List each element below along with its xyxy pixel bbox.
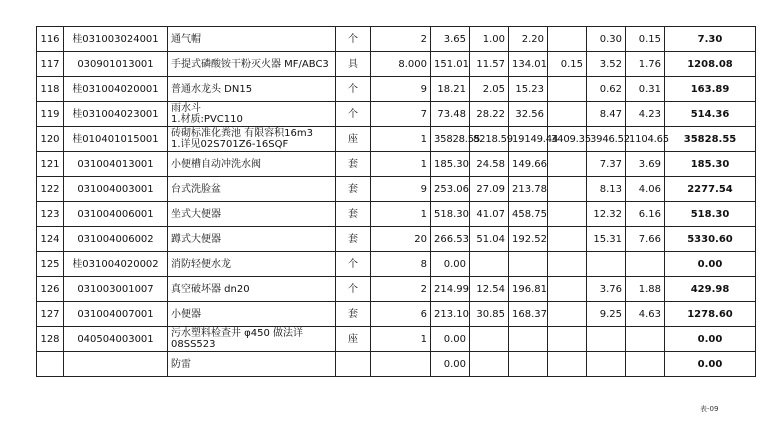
cost-material-cell [509,327,548,352]
item-code-cell: 040504003001 [64,327,168,352]
table-row [37,152,756,177]
quantity-cell: 6 [371,302,431,327]
unit-price-cell: 0.00 [431,352,470,377]
item-code-cell: 031004003001 [64,177,168,202]
cost-management-cell: 15.31 [587,227,626,252]
line-total-cell: 1278.60 [665,302,756,327]
unit-cell: 座 [336,127,371,152]
cost-table [36,26,756,377]
unit-cell: 套 [336,202,371,227]
unit-cell: 套 [336,302,371,327]
unit-cell: 个 [336,77,371,102]
cost-machine-cell: 3409.35 [548,127,587,152]
table-row [37,252,756,277]
cost-machine-cell [548,152,587,177]
row-index-cell: 119 [37,102,64,127]
item-name-cell: 蹲式大便器 [168,227,336,252]
row-index-cell: 121 [37,152,64,177]
unit-price-cell: 266.53 [431,227,470,252]
quantity-cell: 9 [371,77,431,102]
row-index-cell: 120 [37,127,64,152]
quantity-cell: 1 [371,202,431,227]
item-name-cell: 污水塑料检查井 φ450 做法详 08SS523 [168,327,336,352]
cost-machine-cell [548,77,587,102]
unit-cell: 个 [336,277,371,302]
cost-machine-cell [548,327,587,352]
row-index-cell: 125 [37,252,64,277]
unit-price-cell: 518.30 [431,202,470,227]
cost-labor-cell: 11.57 [470,52,509,77]
cost-profit-cell: 1104.65 [626,127,665,152]
cost-management-cell: 3.76 [587,277,626,302]
cost-material-cell: 32.56 [509,102,548,127]
cost-profit-cell: 1.76 [626,52,665,77]
quantity-cell: 9 [371,177,431,202]
unit-price-cell: 0.00 [431,327,470,352]
unit-price-cell: 213.10 [431,302,470,327]
line-total-cell: 1208.08 [665,52,756,77]
cost-profit-cell: 6.16 [626,202,665,227]
item-code-cell: 桂031003024001 [64,27,168,52]
line-total-cell: 35828.55 [665,127,756,152]
line-total-cell: 7.30 [665,27,756,52]
cost-material-cell: 213.78 [509,177,548,202]
item-code-cell: 030901013001 [64,52,168,77]
item-name-cell: 小便槽自动冲洗水阀 [168,152,336,177]
cost-profit-cell [626,252,665,277]
item-code-cell: 031004007001 [64,302,168,327]
item-name-cell: 通气帽 [168,27,336,52]
cost-labor-cell: 24.58 [470,152,509,177]
cost-labor-cell: 1.00 [470,27,509,52]
row-index-cell: 124 [37,227,64,252]
cost-material-cell: 196.81 [509,277,548,302]
line-total-cell: 185.30 [665,152,756,177]
cost-labor-cell: 28.22 [470,102,509,127]
cost-labor-cell: 2.05 [470,77,509,102]
cost-management-cell: 7.37 [587,152,626,177]
cost-profit-cell: 3.69 [626,152,665,177]
item-name-cell: 手提式磷酸铵干粉灭火器 MF/ABC3 [168,52,336,77]
cost-profit-cell: 1.88 [626,277,665,302]
item-code-cell: 031003001007 [64,277,168,302]
cost-material-cell [509,352,548,377]
cost-labor-cell: 27.09 [470,177,509,202]
cost-management-cell: 3946.52 [587,127,626,152]
item-code-cell: 桂010401015001 [64,127,168,152]
unit-price-cell: 185.30 [431,152,470,177]
table-row [37,127,756,152]
cost-labor-cell: 41.07 [470,202,509,227]
row-index-cell: 127 [37,302,64,327]
quantity-cell: 1 [371,127,431,152]
cost-material-cell: 168.37 [509,302,548,327]
cost-management-cell: 8.47 [587,102,626,127]
row-index-cell: 117 [37,52,64,77]
cost-management-cell: 12.32 [587,202,626,227]
unit-price-cell: 0.00 [431,252,470,277]
quantity-cell: 2 [371,27,431,52]
cost-management-cell [587,327,626,352]
cost-machine-cell [548,102,587,127]
cost-material-cell: 149.66 [509,152,548,177]
item-name-cell: 普通水龙头 DN15 [168,77,336,102]
quantity-cell: 20 [371,227,431,252]
cost-labor-cell: 12.54 [470,277,509,302]
cost-machine-cell [548,177,587,202]
unit-cell: 具 [336,52,371,77]
cost-material-cell: 458.75 [509,202,548,227]
cost-machine-cell [548,252,587,277]
cost-management-cell [587,352,626,377]
unit-cell: 套 [336,177,371,202]
line-total-cell: 163.89 [665,77,756,102]
item-code-cell: 031004006002 [64,227,168,252]
table-row [37,202,756,227]
cost-profit-cell: 4.63 [626,302,665,327]
table-row [37,327,756,352]
row-index-cell: 128 [37,327,64,352]
cost-management-cell: 3.52 [587,52,626,77]
item-name-cell: 砖砌标准化粪池 有限容积16m3 1.详见02S701Z6-16SQF [168,127,336,152]
cost-labor-cell [470,352,509,377]
cost-machine-cell [548,352,587,377]
unit-price-cell: 35828.55 [431,127,470,152]
cost-labor-cell [470,252,509,277]
cost-profit-cell: 4.23 [626,102,665,127]
row-index-cell: 126 [37,277,64,302]
quantity-cell: 1 [371,152,431,177]
item-name-cell: 雨水斗 1.材质:PVC110 [168,102,336,127]
page-number: 表-09 [700,405,719,413]
table-row [37,77,756,102]
row-index-cell: 118 [37,77,64,102]
unit-price-cell: 253.06 [431,177,470,202]
line-total-cell: 5330.60 [665,227,756,252]
item-code-cell: 桂031004023001 [64,102,168,127]
table-row [37,27,756,52]
quantity-cell: 1 [371,327,431,352]
cost-profit-cell: 0.15 [626,27,665,52]
cost-machine-cell: 0.15 [548,52,587,77]
line-total-cell: 514.36 [665,102,756,127]
table-row [37,177,756,202]
cost-material-cell: 192.52 [509,227,548,252]
item-code-cell: 桂031004020002 [64,252,168,277]
unit-cell: 座 [336,327,371,352]
item-code-cell: 031004006001 [64,202,168,227]
unit-price-cell: 3.65 [431,27,470,52]
cost-management-cell: 0.30 [587,27,626,52]
cost-material-cell: 2.20 [509,27,548,52]
item-name-cell: 坐式大便器 [168,202,336,227]
cost-profit-cell [626,327,665,352]
item-code-cell [64,352,168,377]
item-code-cell: 桂031004020001 [64,77,168,102]
cost-profit-cell: 4.06 [626,177,665,202]
cost-material-cell: 134.01 [509,52,548,77]
quantity-cell: 8.000 [371,52,431,77]
cost-machine-cell [548,227,587,252]
unit-cell: 套 [336,152,371,177]
item-code-cell: 031004013001 [64,152,168,177]
table-row [37,352,756,377]
table-row [37,277,756,302]
unit-cell: 个 [336,102,371,127]
unit-price-cell: 18.21 [431,77,470,102]
cost-labor-cell: 8218.59 [470,127,509,152]
cost-labor-cell: 51.04 [470,227,509,252]
unit-price-cell: 151.01 [431,52,470,77]
unit-cell: 套 [336,227,371,252]
line-total-cell: 2277.54 [665,177,756,202]
unit-price-cell: 214.99 [431,277,470,302]
cost-management-cell [587,252,626,277]
item-name-cell: 台式洗脸盆 [168,177,336,202]
unit-cell [336,352,371,377]
item-name-cell: 小便器 [168,302,336,327]
line-total-cell: 0.00 [665,252,756,277]
table-row [37,302,756,327]
quantity-cell [371,352,431,377]
row-index-cell: 116 [37,27,64,52]
table-row [37,52,756,77]
table-row [37,227,756,252]
table-row [37,102,756,127]
cost-machine-cell [548,27,587,52]
unit-cell: 个 [336,27,371,52]
cost-profit-cell: 7.66 [626,227,665,252]
cost-profit-cell [626,352,665,377]
line-total-cell: 518.30 [665,202,756,227]
row-index-cell: 122 [37,177,64,202]
line-total-cell: 0.00 [665,352,756,377]
item-name-cell: 防雷 [168,352,336,377]
line-total-cell: 0.00 [665,327,756,352]
row-index-cell [37,352,64,377]
unit-price-cell: 73.48 [431,102,470,127]
cost-material-cell: 15.23 [509,77,548,102]
unit-cell: 个 [336,252,371,277]
cost-material-cell [509,252,548,277]
item-name-cell: 消防轻便水龙 [168,252,336,277]
cost-machine-cell [548,302,587,327]
table-body [37,27,756,377]
cost-profit-cell: 0.31 [626,77,665,102]
row-index-cell: 123 [37,202,64,227]
cost-material-cell: 19149.44 [509,127,548,152]
quantity-cell: 2 [371,277,431,302]
cost-labor-cell: 30.85 [470,302,509,327]
quantity-cell: 7 [371,102,431,127]
quantity-cell: 8 [371,252,431,277]
item-name-cell: 真空破坏器 dn20 [168,277,336,302]
cost-machine-cell [548,202,587,227]
cost-machine-cell [548,277,587,302]
line-total-cell: 429.98 [665,277,756,302]
cost-management-cell: 8.13 [587,177,626,202]
cost-labor-cell [470,327,509,352]
cost-management-cell: 9.25 [587,302,626,327]
cost-management-cell: 0.62 [587,77,626,102]
